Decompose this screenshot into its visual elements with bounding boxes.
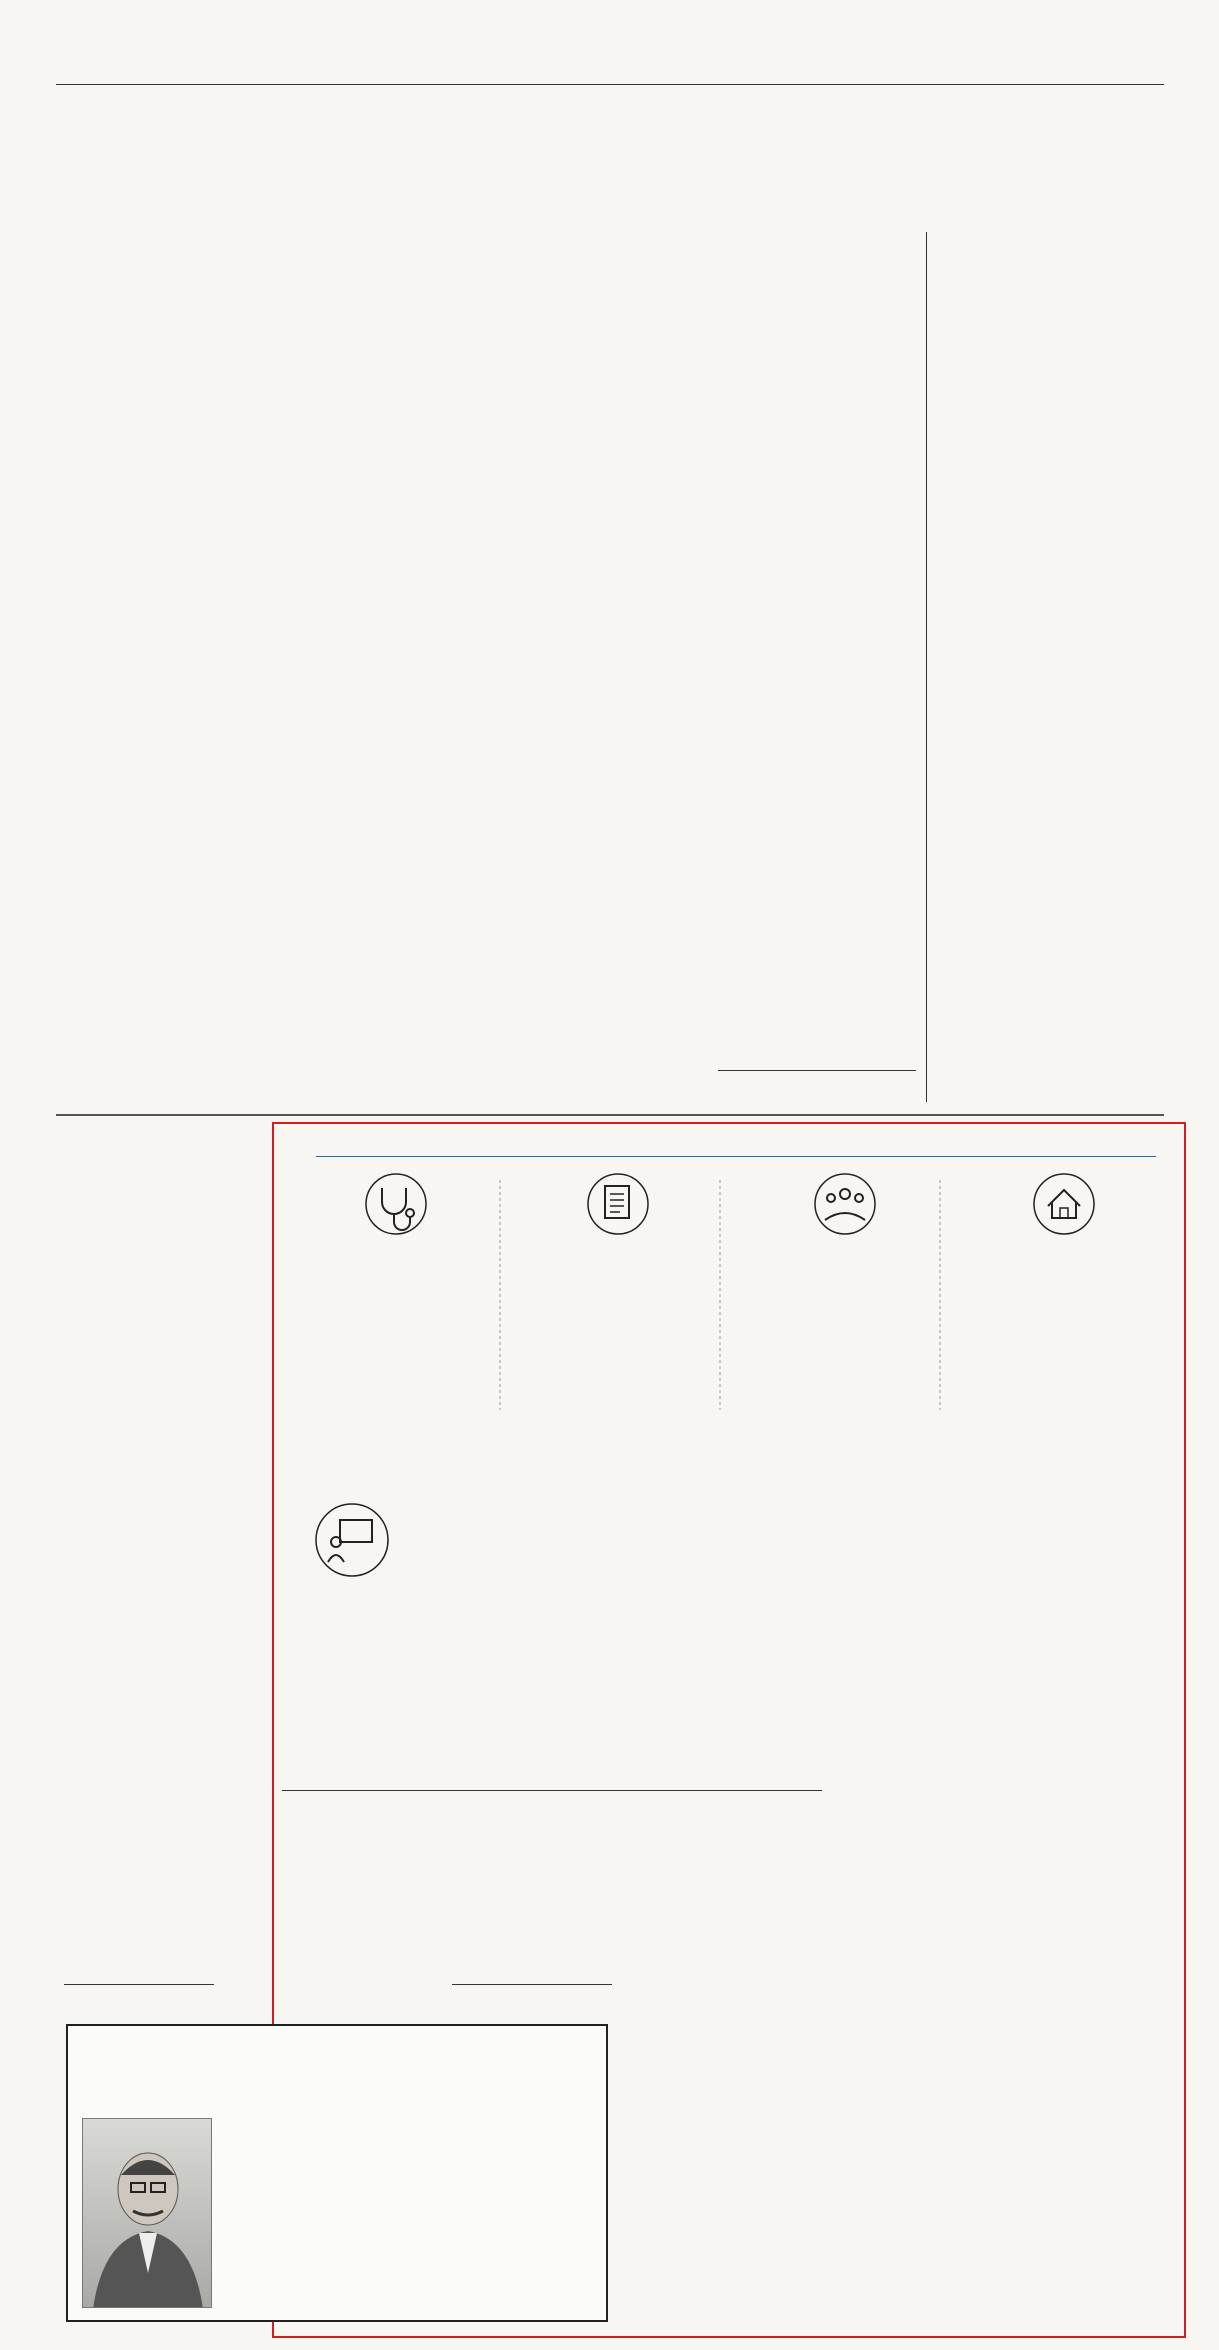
portrait-photo xyxy=(83,2119,212,2308)
document-icon-page xyxy=(605,1186,629,1218)
obituary-portrait xyxy=(82,2118,212,2308)
teacher-icon-board xyxy=(340,1520,372,1542)
main-col-2 xyxy=(302,398,500,402)
main-col-1 xyxy=(92,398,290,402)
obituary-box xyxy=(66,2024,608,2322)
side-column-rule xyxy=(926,232,927,1102)
community-icon-hands xyxy=(825,1213,865,1220)
education-chart-svg xyxy=(300,1430,1170,1635)
condolencias-rule-left xyxy=(64,1984,214,1985)
community-icon xyxy=(815,1174,875,1234)
house-icon-shape xyxy=(1048,1190,1080,1218)
stethoscope-bell xyxy=(406,1209,414,1217)
main-col-3 xyxy=(510,398,708,402)
condolencias-rule-right xyxy=(452,1984,612,1985)
teacher-icon xyxy=(316,1504,388,1576)
stethoscope-icon xyxy=(366,1174,426,1234)
community-icon-head xyxy=(855,1194,863,1202)
byline-rule xyxy=(718,1070,916,1071)
community-icon-head xyxy=(840,1189,850,1199)
house-icon-door xyxy=(1060,1208,1068,1218)
document-icon-lines xyxy=(610,1194,624,1212)
infographic-title-rule xyxy=(316,1156,1156,1157)
community-icon-head xyxy=(827,1194,835,1202)
house-icon xyxy=(1034,1174,1094,1234)
document-icon xyxy=(588,1174,648,1234)
education-deck-rule xyxy=(282,1790,822,1791)
teacher-icon-body xyxy=(328,1555,344,1562)
masthead-rule xyxy=(56,84,1164,85)
section-divider xyxy=(56,1114,1164,1116)
stethoscope-icon-shape xyxy=(382,1188,410,1230)
